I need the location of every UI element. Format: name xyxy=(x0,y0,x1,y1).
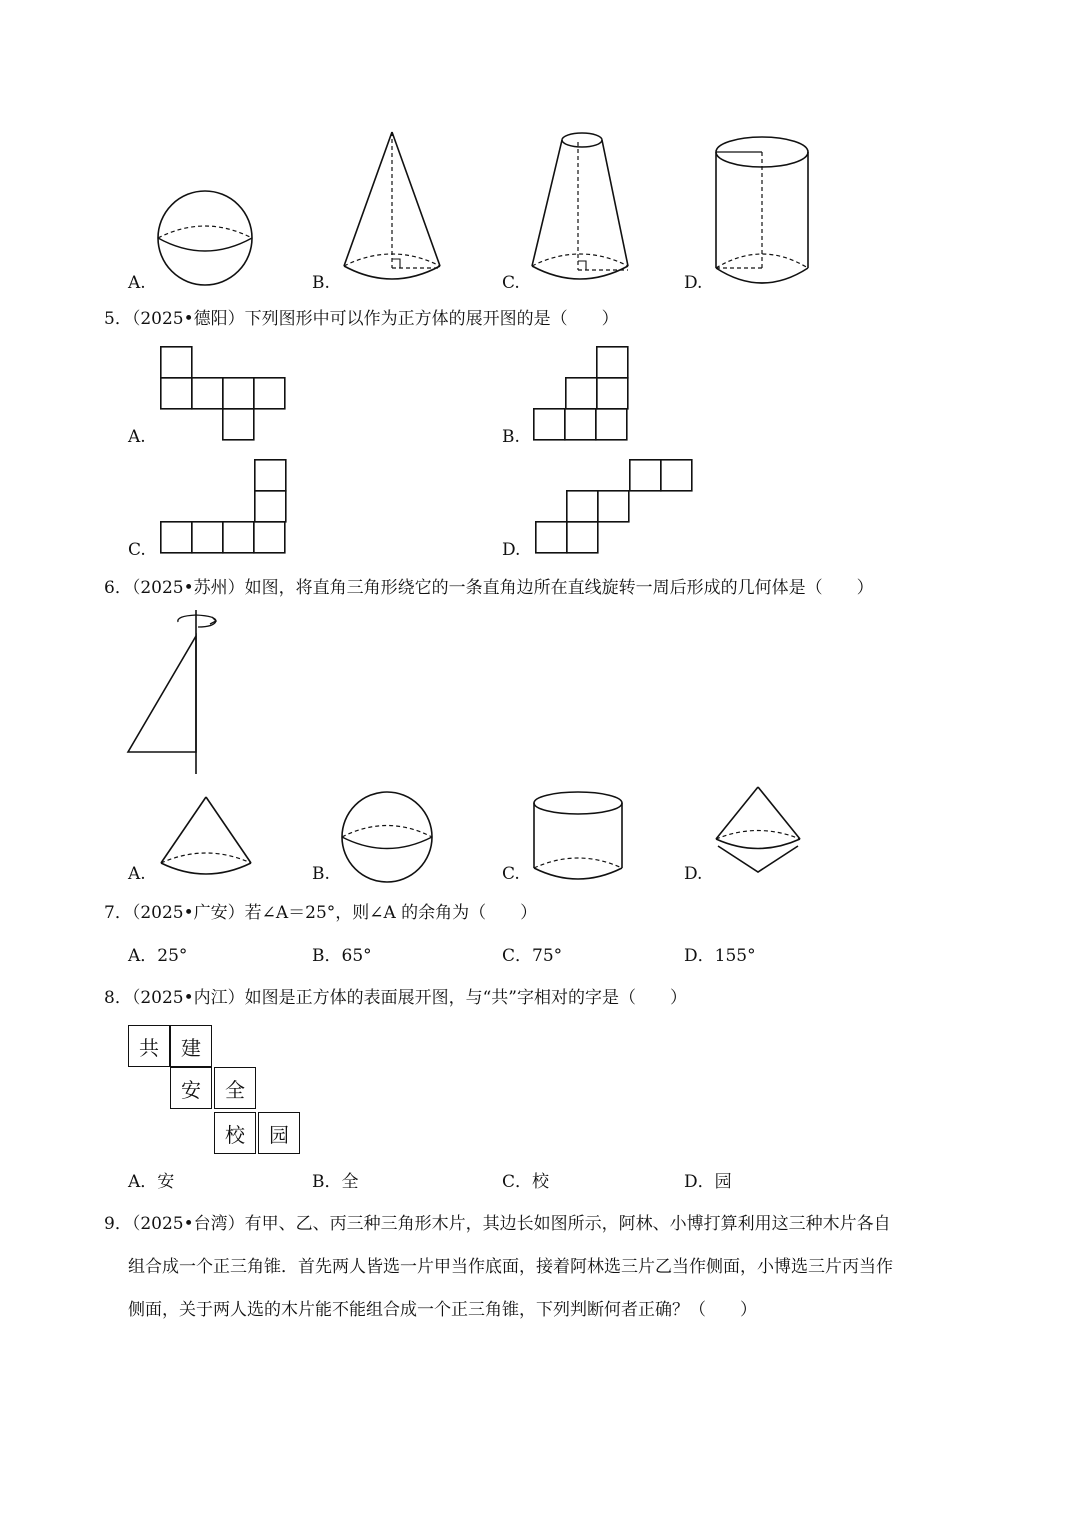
q8-option-b xyxy=(312,1174,359,1191)
double-cone-figure-6d xyxy=(712,784,804,884)
q7-option-a xyxy=(128,948,187,965)
q9-line-3: 侧面，关于两人选的木片能不能组合成一个正三角锥，下列判断何者正确？（ ） xyxy=(128,1300,757,1320)
net-cell-1: 共 xyxy=(128,1025,170,1067)
q7-option-c-value: 75° xyxy=(532,946,563,966)
q6-option-a-label: A. xyxy=(128,864,146,884)
q9-line-1: 9．（2025•台湾）有甲、乙、丙三种三角形木片，其边长如图所示，阿林、小博打算利用这三种木片各自 xyxy=(104,1214,891,1234)
net-cell-2: 建 xyxy=(170,1025,212,1067)
q5-stem: 5．（2025•德阳）下列图形中可以作为正方体的展开图的是（ ） xyxy=(104,309,619,329)
sphere-figure-a xyxy=(155,188,255,288)
cylinder-figure-6c xyxy=(532,790,624,884)
rotating-triangle-figure xyxy=(124,608,224,778)
cube-net-d xyxy=(535,459,695,555)
q8-option-b-label: B． xyxy=(312,1172,342,1192)
cube-net-a xyxy=(160,346,288,442)
q8-option-a-value: 安 xyxy=(157,1172,175,1192)
q7-option-c xyxy=(502,948,562,965)
q7-option-d-value: 155° xyxy=(714,946,756,966)
q7-option-c-label: C． xyxy=(502,946,533,966)
q7-option-a-value: 25° xyxy=(157,946,188,966)
q7-option-d-label: D． xyxy=(684,946,715,966)
q7-option-d xyxy=(684,948,756,965)
frustum-figure-c xyxy=(528,130,632,288)
q8-option-c-value: 校 xyxy=(532,1172,550,1192)
q8-option-c-label: C． xyxy=(502,1172,533,1192)
option-a-label: A. xyxy=(128,273,146,293)
q6-option-c-label: C. xyxy=(502,864,520,884)
q5-option-a-label: A. xyxy=(128,427,146,447)
q7-option-b-label: B． xyxy=(312,946,342,966)
sphere-figure-6b xyxy=(340,790,434,884)
cone-figure-6a xyxy=(158,795,254,881)
cone-figure-b xyxy=(340,128,444,288)
option-d-label: D. xyxy=(684,273,703,293)
net-cell-4: 全 xyxy=(214,1067,256,1109)
q5-option-d-label: D. xyxy=(502,540,521,560)
q8-option-c xyxy=(502,1174,549,1191)
q8-stem: 8．（2025•内江）如图是正方体的表面展开图，与“共”字相对的字是（ ） xyxy=(104,988,687,1008)
q7-option-a-label: A． xyxy=(128,946,158,966)
q7-option-b-value: 65° xyxy=(341,946,372,966)
q6-option-b-label: B. xyxy=(312,864,330,884)
q7-option-b xyxy=(312,948,372,965)
cube-net-b xyxy=(533,346,631,442)
q8-option-d xyxy=(684,1174,732,1191)
net-cell-6: 园 xyxy=(258,1112,300,1154)
q8-option-d-label: D． xyxy=(684,1172,715,1192)
option-c-label: C. xyxy=(502,273,520,293)
option-b-label: B. xyxy=(312,273,330,293)
q5-option-c-label: C. xyxy=(128,540,146,560)
cube-net-c xyxy=(160,459,288,555)
q7-stem: 7．（2025•广安）若∠A＝25°，则∠A 的余角为（ ） xyxy=(104,903,538,923)
q9-line-2: 组合成一个正三角锥．首先两人皆选一片甲当作底面，接着阿林选三片乙当作侧面，小博选三片丙当作 xyxy=(128,1257,893,1277)
q5-option-b-label: B. xyxy=(502,427,520,447)
q6-option-d-label: D. xyxy=(684,864,703,884)
q8-option-b-value: 全 xyxy=(341,1172,359,1192)
q8-option-a-label: A． xyxy=(128,1172,158,1192)
net-cell-5: 校 xyxy=(214,1112,256,1154)
q6-stem: 6．（2025•苏州）如图，将直角三角形绕它的一条直角边所在直线旋转一周后形成的几何体是（ ） xyxy=(104,578,874,598)
net-cell-3: 安 xyxy=(170,1067,212,1109)
cylinder-figure-d xyxy=(714,132,812,288)
q8-option-d-value: 园 xyxy=(714,1172,732,1192)
q8-option-a xyxy=(128,1174,174,1191)
